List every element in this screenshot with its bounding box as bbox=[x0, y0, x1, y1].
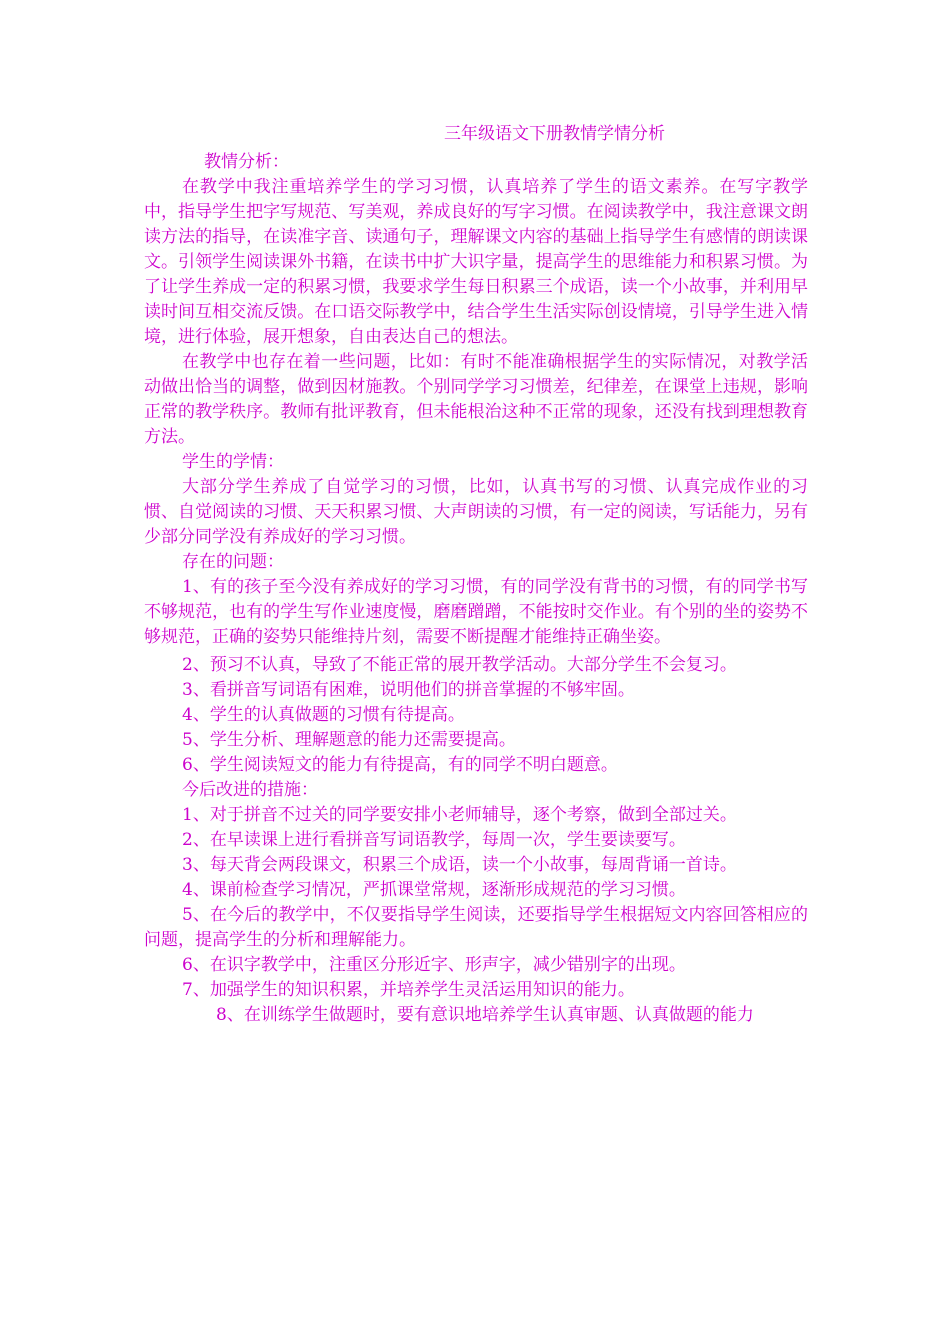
list-item: 3、每天背会两段课文，积累三个成语，读一个小故事，每周背诵一首诗。 bbox=[182, 855, 737, 875]
paragraph: 在教学中也存在着一些问题，比如：有时不能准确根据学生的实际情况，对教学活动做出恰当的调整，做到因材施教。个别同学学习习惯差，纪律差，在课堂上违规，影响正常的教学秩序。教师有批评教育，但未能根治这种不正常的现象，还没有找到理想教育方法。 bbox=[144, 352, 808, 447]
section-heading-student-situation: 学生的学情： bbox=[182, 452, 284, 472]
document-title: 三年级语文下册教情学情分析 bbox=[444, 124, 665, 144]
list-item: 5、学生分析、理解题意的能力还需要提高。 bbox=[182, 730, 516, 750]
list-item: 1、对于拼音不过关的同学要安排小老师辅导，逐个考察，做到全部过关。 bbox=[182, 805, 737, 825]
list-item: 5、在今后的教学中，不仅要指导学生阅读，还要指导学生根据短文内容回答相应的问题，提高学生的分析和理解能力。 bbox=[144, 905, 808, 950]
list-item: 6、学生阅读短文的能力有待提高，有的同学不明白题意。 bbox=[182, 755, 618, 775]
paragraph: 在教学中我注重培养学生的学习习惯，认真培养了学生的语文素养。在写字教学中，指导学生把字写规范、写美观，养成良好的写字习惯。在阅读教学中，我注意课文朗读方法的指导，在读准字音、读通句子，理解课文内容的基础上指导学生有感情的朗读课文。引领学生阅读课外书籍，在读书中扩大识字量，提高学生的思维能力和积累习惯。为了让学生养成一定的积累习惯，我要求学生每日积累三个成语，读一个小故事，并利用早读时间互相交流反馈。在口语交际教学中，结合学生生活实际创设情境，引导学生进入情境，进行体验，展开想象，自由表达自己的想法。 bbox=[144, 177, 808, 347]
list-item: 4、课前检查学习情况，严抓课堂常规，逐渐形成规范的学习习惯。 bbox=[182, 880, 686, 900]
list-item: 4、学生的认真做题的习惯有待提高。 bbox=[182, 705, 465, 725]
section-heading-improvements: 今后改进的措施： bbox=[182, 780, 318, 800]
section-heading-problems: 存在的问题： bbox=[182, 552, 284, 572]
document-body bbox=[144, 122, 808, 1028]
list-item: 7、加强学生的知识积累，并培养学生灵活运用知识的能力。 bbox=[182, 980, 635, 1000]
list-item: 1、有的孩子至今没有养成好的学习习惯，有的同学没有背书的习惯，有的同学书写不够规范，也有的学生写作业速度慢，磨磨蹭蹭，不能按时交作业。有个别的坐的姿势不够规范，正确的姿势只能维持片刻，需要不断提醒才能维持正确坐姿。 bbox=[144, 577, 808, 647]
list-item: 8、在训练学生做题时，要有意识地培养学生认真审题、认真做题的能力 bbox=[216, 1005, 754, 1025]
list-item: 2、预习不认真，导致了不能正常的展开教学活动。大部分学生不会复习。 bbox=[182, 655, 737, 675]
list-item: 2、在早读课上进行看拼音写词语教学，每周一次，学生要读要写。 bbox=[182, 830, 686, 850]
list-item: 3、看拼音写词语有困难，说明他们的拼音掌握的不够牢固。 bbox=[182, 680, 635, 700]
section-heading-teaching-analysis: 教情分析： bbox=[204, 152, 289, 172]
paragraph: 大部分学生养成了自觉学习的习惯，比如，认真书写的习惯、认真完成作业的习惯、自觉阅读的习惯、天天积累习惯、大声朗读的习惯，有一定的阅读，写话能力，另有少部分同学没有养成好的学习习惯。 bbox=[144, 477, 808, 547]
list-item: 6、在识字教学中，注重区分形近字、形声字，减少错别字的出现。 bbox=[182, 955, 686, 975]
